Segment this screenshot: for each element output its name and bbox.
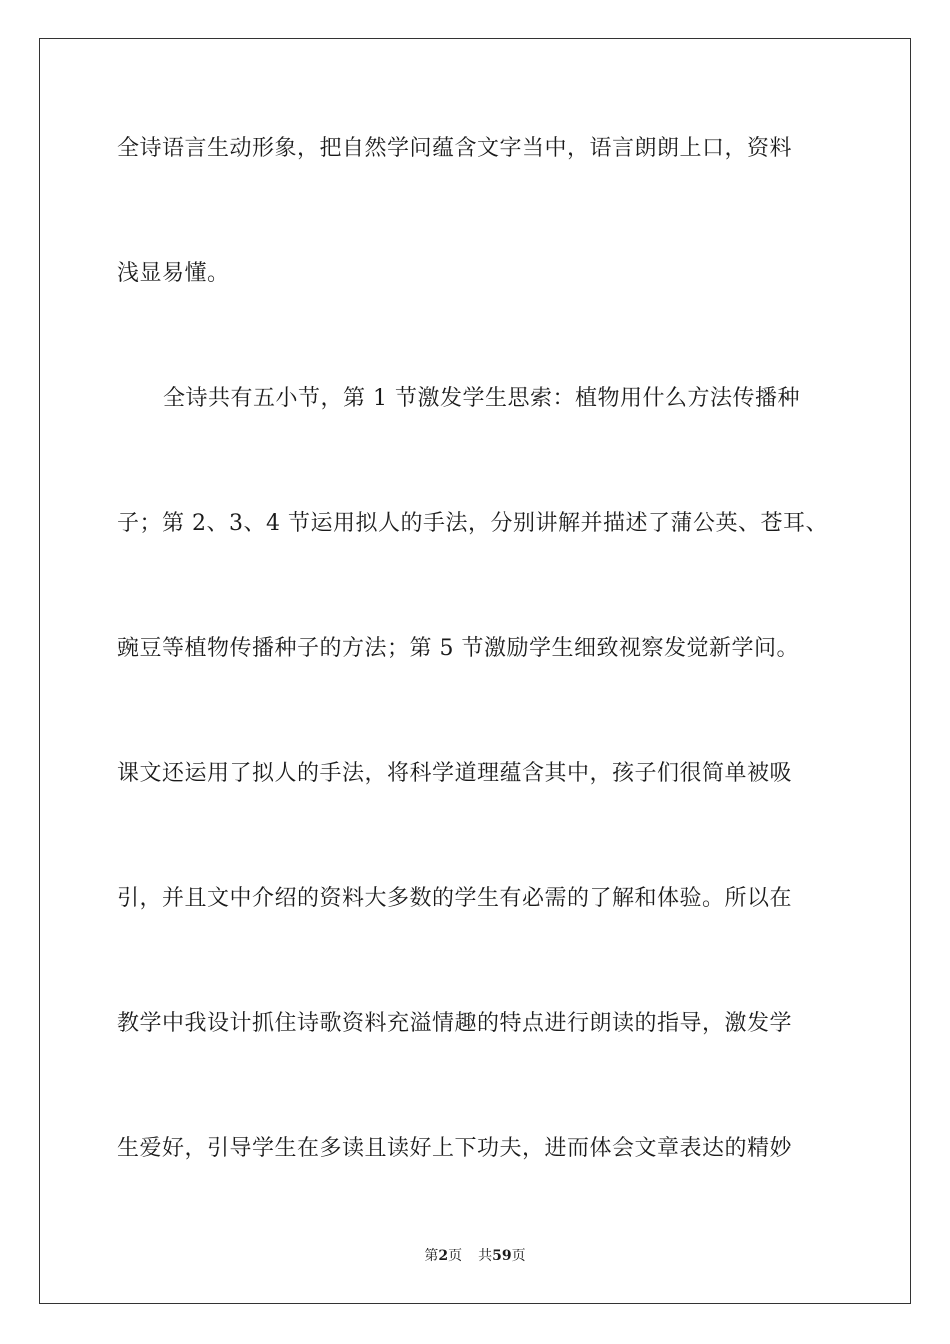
- text-line: 子；第 2、3、4 节运用拟人的手法，分别讲解并描述了蒲公英、苍耳、: [117, 511, 828, 536]
- page-number: 2: [438, 1248, 449, 1264]
- page-border: [39, 38, 911, 1304]
- text-line: 课文还运用了拟人的手法，将科学道理蕴含其中，孩子们很简单被吸: [117, 761, 793, 786]
- page-suffix: 页: [448, 1248, 463, 1264]
- text-line: 教学中我设计抓住诗歌资料充溢情趣的特点进行朗读的指导，激发学: [117, 1011, 793, 1036]
- text-line: 引，并且文中介绍的资料大多数的学生有必需的了解和体验。所以在: [117, 886, 793, 911]
- text-line: 豌豆等植物传播种子的方法；第 5 节激励学生细致视察发觉新学问。: [117, 636, 799, 661]
- text-line: 全诗语言生动形象，把自然学问蕴含文字当中，语言朗朗上口，资料: [117, 136, 793, 161]
- text-line-indented: 全诗共有五小节，第 1 节激发学生思索：植物用什么方法传播种: [163, 386, 800, 411]
- text-line: 浅显易懂。: [117, 261, 230, 286]
- text-line: 生爱好，引导学生在多读且读好上下功夫，进而体会文章表达的精妙: [117, 1136, 793, 1161]
- total-suffix: 页: [511, 1248, 526, 1264]
- total-pages: 59: [492, 1248, 512, 1264]
- total-prefix: 共: [478, 1248, 493, 1264]
- page-footer: [0, 1246, 950, 1266]
- page-prefix: 第: [424, 1248, 439, 1264]
